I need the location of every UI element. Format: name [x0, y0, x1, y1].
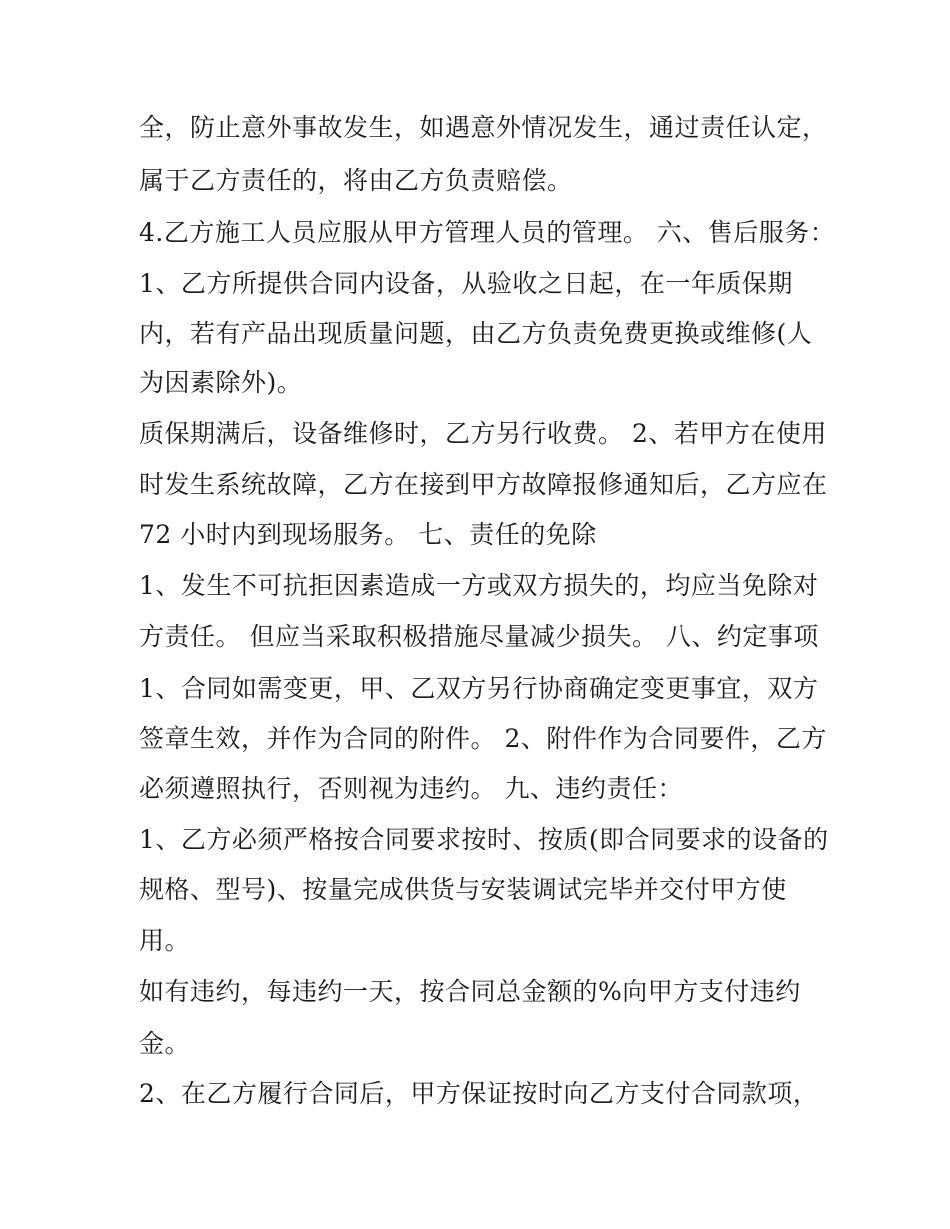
text-line: 方责任。 但应当采取积极措施尽量减少损失。 八、约定事项 [139, 622, 819, 651]
text-line: 72 小时内到现场服务。 七、责任的免除 [139, 520, 597, 549]
text-line: 签章生效，并作为合同的附件。 2、附件作为合同要件，乙方 [139, 724, 827, 753]
text-line: 时发生系统故障，乙方在接到甲方故障报修通知后，乙方应在 [139, 470, 828, 499]
text-line: 1、乙方必须严格按合同要求按时、按质(即合同要求的设备的 [139, 825, 829, 854]
text-line: 4.乙方施工人员应服从甲方管理人员的管理。 六、售后服务： [139, 218, 836, 247]
text-line: 规格、型号)、按量完成供货与安装调试完毕并交付甲方使 [139, 875, 787, 904]
text-line: 1、合同如需变更，甲、乙双方另行协商确定变更事宜，双方 [139, 674, 819, 703]
text-line: 用。 [139, 926, 191, 955]
text-line: 全，防止意外事故发生，如遇意外情况发生，通过责任认定， [139, 113, 828, 142]
text-line: 属于乙方责任的，将由乙方负责赔偿。 [139, 166, 573, 195]
text-line: 必须遵照执行，否则视为违约。 九、违约责任： [139, 774, 683, 803]
text-line: 1、发生不可抗拒因素造成一方或双方损失的，均应当免除对 [139, 571, 819, 600]
text-line: 金。 [139, 1029, 191, 1058]
text-line: 如有违约，每违约一天，按合同总金额的%向甲方支付违约 [139, 977, 801, 1006]
text-line: 质保期满后，设备维修时，乙方另行收费。 2、若甲方在使用 [139, 419, 827, 448]
text-line: 2、在乙方履行合同后，甲方保证按时向乙方支付合同款项， [139, 1079, 819, 1108]
text-line: 1、乙方所提供合同内设备，从验收之日起，在一年质保期 [139, 269, 793, 298]
text-line: 内，若有产品出现质量问题，由乙方负责免费更换或维修(人 [139, 319, 813, 348]
text-line: 为因素除外)。 [139, 368, 303, 397]
